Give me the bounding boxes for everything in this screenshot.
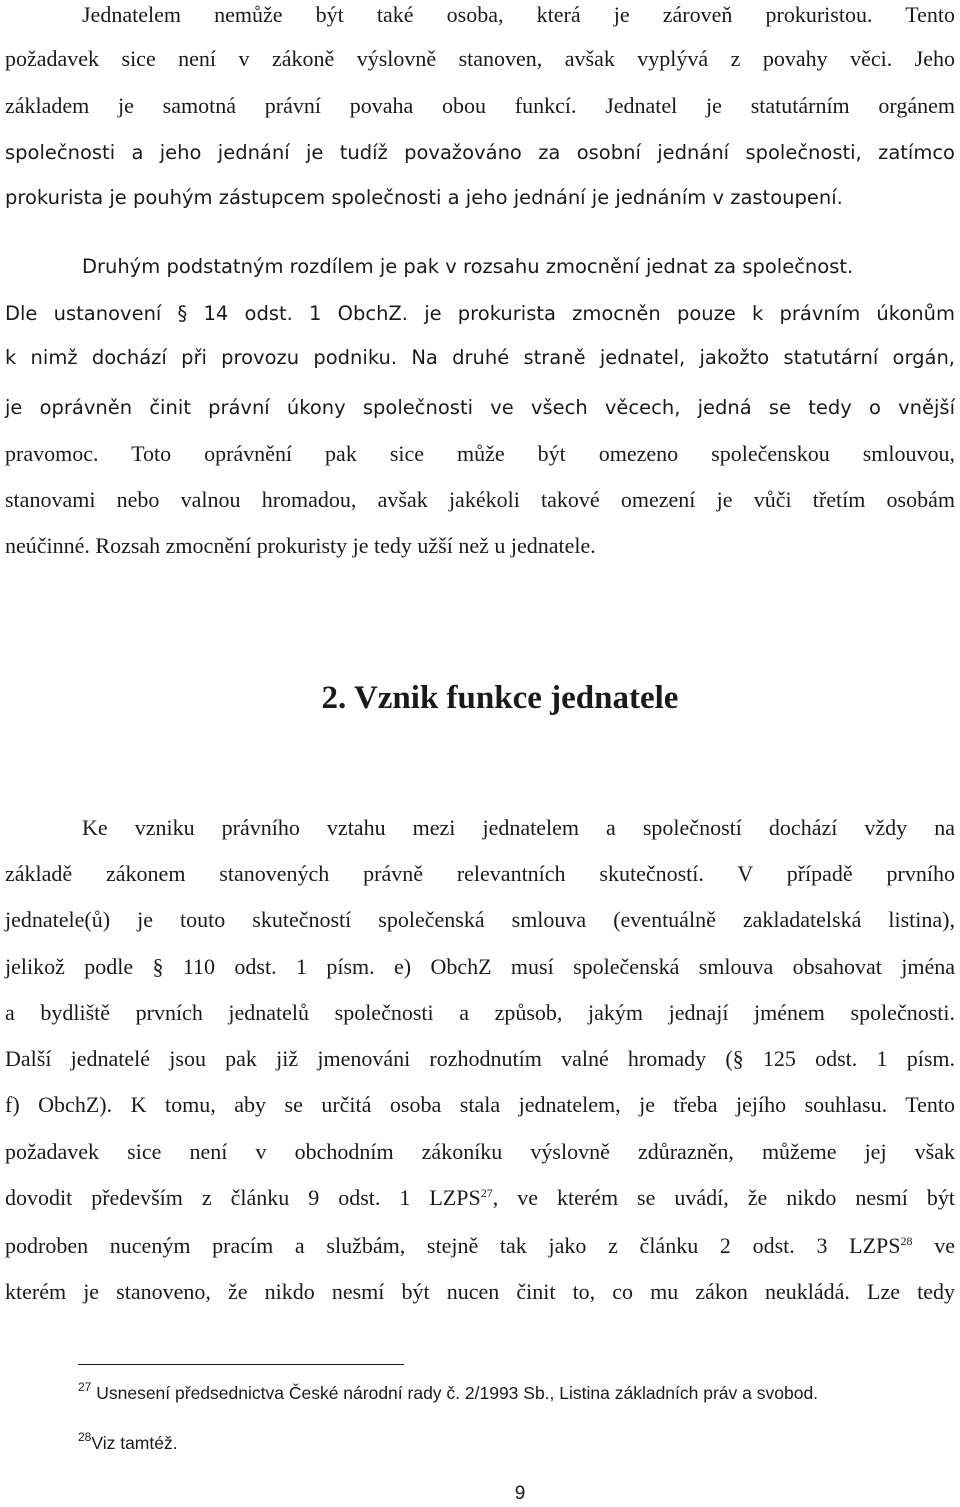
line-text: ve — [912, 1233, 955, 1258]
footnote-divider — [78, 1364, 404, 1365]
text-line: Ke vzniku právního vztahu mezi jednatelem a společností dochází vždy na — [82, 815, 955, 840]
footnote-number: 27 — [78, 1380, 92, 1394]
footnote-ref[interactable]: 28 — [900, 1234, 913, 1248]
text-line: k nimž dochází při provozu podniku. Na druhé straně jednatel, jakožto statutární orgán, — [5, 346, 955, 369]
text-line: společnosti a jeho jednání je tudíž považováno za osobní jednání společnosti, zatímco — [5, 141, 955, 164]
text-line: požadavek sice není v zákoně výslovně stanoven, avšak vyplývá z povahy věci. Jeho — [5, 46, 955, 71]
text-line: požadavek sice není v obchodním zákoníku výslovně zdůrazněn, můžeme jej však — [5, 1139, 955, 1164]
footnote-text: Usnesení předsednictva České národní rady č. 2/1993 Sb., Listina základních práv a svobod. — [91, 1383, 819, 1403]
text-line: jelikož podle § 110 odst. 1 písm. e) ObchZ musí společenská smlouva obsahovat jména — [5, 954, 955, 979]
text-line: Další jednatelé jsou pak již jmenováni rozhodnutím valné hromady (§ 125 odst. 1 písm. — [5, 1046, 955, 1071]
text-line: jednatele(ů) je touto skutečností společenská smlouva (eventuálně zakladatelská listina), — [5, 907, 955, 932]
footnote-ref[interactable]: 27 — [480, 1186, 493, 1200]
text-line: Dle ustanovení § 14 odst. 1 ObchZ. je prokurista zmocněn pouze k právním úkonům — [5, 302, 955, 325]
text-line: stanovami nebo valnou hromadou, avšak jakékoli takové omezení je vůči třetím osobám — [5, 487, 955, 512]
footnote-text: Viz tamtéž. — [91, 1433, 178, 1453]
section-heading: 2. Vznik funkce jednatele — [321, 680, 679, 716]
footnote-number: 28 — [78, 1430, 92, 1444]
text-line: pravomoc. Toto oprávnění pak sice může být omezeno společenskou smlouvou, — [5, 441, 955, 466]
text-line: f) ObchZ). K tomu, aby se určitá osoba stala jednatelem, je třeba jejího souhlasu. Tento — [5, 1092, 955, 1117]
text-line: Jednatelem nemůže být také osoba, která je zároveň prokuristou. Tento — [82, 2, 955, 27]
footnote — [78, 1432, 178, 1454]
line-text: dovodit především z článku 9 odst. 1 LZPS — [5, 1185, 481, 1210]
footnote — [78, 1382, 818, 1404]
text-line: je oprávněn činit právní úkony společnosti ve všech věcech, jedná se tedy o vnější — [5, 396, 955, 419]
text-line: Druhým podstatným rozdílem je pak v rozsahu zmocnění jednat za společnost. — [82, 255, 854, 278]
text-line: základem je samotná právní povaha obou funkcí. Jednatel je statutárním orgánem — [5, 93, 955, 118]
text-line: neúčinné. Rozsah zmocnění prokuristy je tedy užší než u jednatele. — [5, 533, 596, 558]
page-number: 9 — [514, 1483, 526, 1504]
line-text: podroben nuceným pracím a službám, stejně tak jako z článku 2 odst. 3 LZPS — [5, 1233, 901, 1258]
text-line: a bydliště prvních jednatelů společnosti a způsob, jakým jednají jménem společnosti. — [5, 1000, 955, 1025]
line-text: , ve kterém se uvádí, že nikdo nesmí být — [492, 1185, 956, 1210]
text-line: základě zákonem stanovených právně relevantních skutečností. V případě prvního — [5, 861, 955, 886]
text-line: prokurista je pouhým zástupcem společnosti a jeho jednání je jednáním v zastoupení. — [5, 186, 843, 209]
text-line: kterém je stanoveno, že nikdo nesmí být nucen činit to, co mu zákon neukládá. Lze tedy — [5, 1279, 955, 1304]
text-line — [5, 1183, 955, 1213]
text-line — [5, 1231, 955, 1261]
